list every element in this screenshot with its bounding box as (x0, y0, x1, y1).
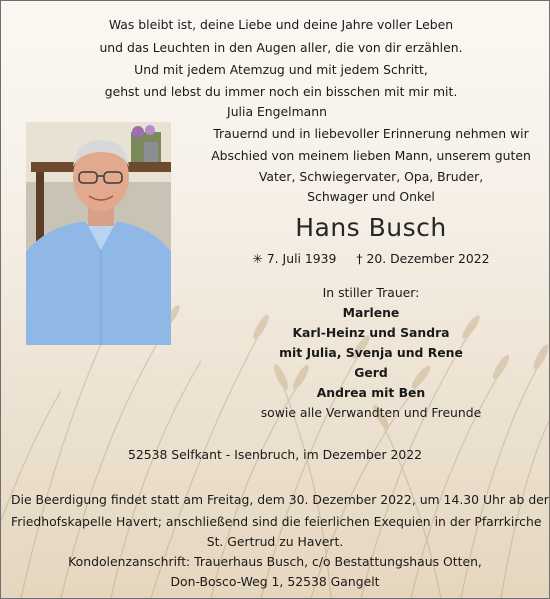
verse-line: gehst und lebst du immer noch ein bisschen mit mir mit. (104, 84, 458, 99)
intro-line: Vater, Schwiegervater, Opa, Bruder, (258, 169, 484, 184)
funeral-line: Friedhofskapelle Havert; anschließend sind die feierlichen Exequien in der Pfarrkirche (11, 514, 542, 529)
mourner: mit Julia, Svenja und Rene (279, 345, 463, 360)
verse-author: Julia Engelmann (227, 104, 327, 119)
deceased-name: Hans Busch (295, 213, 447, 242)
place-date: 52538 Selfkant - Isenbruch, im Dezember 2022 (127, 447, 423, 462)
intro-line: Abschied von meinem lieben Mann, unserem guten (211, 148, 531, 163)
portrait-photo (26, 122, 171, 345)
death-date: 20. Dezember 2022 (366, 251, 490, 266)
life-dates (201, 251, 541, 267)
condolence-address: Kondolenzanschrift: Trauerhaus Busch, c/o Bestattungshaus Otten, (68, 554, 482, 569)
verse-line: Was bleibt ist, deine Liebe und deine Jahre voller Leben (108, 17, 454, 32)
birth-date: 7. Juli 1939 (266, 251, 337, 266)
funeral-line: Die Beerdigung findet statt am Freitag, dem 30. Dezember 2022, um 14.30 Uhr ab der (11, 492, 549, 507)
relatives-line: sowie alle Verwandten und Freunde (260, 405, 482, 420)
intro-line: Schwager und Onkel (307, 189, 435, 204)
verse-line: und das Leuchten in den Augen aller, die von dir erzählen. (99, 40, 463, 55)
verse-line: Und mit jedem Atemzug und mit jedem Schritt, (134, 62, 428, 77)
mourner: Karl-Heinz und Sandra (292, 325, 450, 340)
mourner: Andrea mit Ben (316, 385, 426, 400)
mourner: Marlene (342, 305, 400, 320)
death-cross-icon: † (356, 251, 363, 266)
portrait-image (26, 122, 171, 345)
funeral-line: St. Gertrud zu Havert. (206, 534, 344, 549)
condolence-address: Don-Bosco-Weg 1, 52538 Gangelt (170, 574, 380, 589)
intro-line: Trauernd und in liebevoller Erinnerung nehmen wir (213, 126, 529, 141)
mourners-intro: In stiller Trauer: (322, 285, 420, 300)
birth-star-icon: ✳ (252, 251, 263, 266)
mourner: Gerd (354, 365, 388, 380)
